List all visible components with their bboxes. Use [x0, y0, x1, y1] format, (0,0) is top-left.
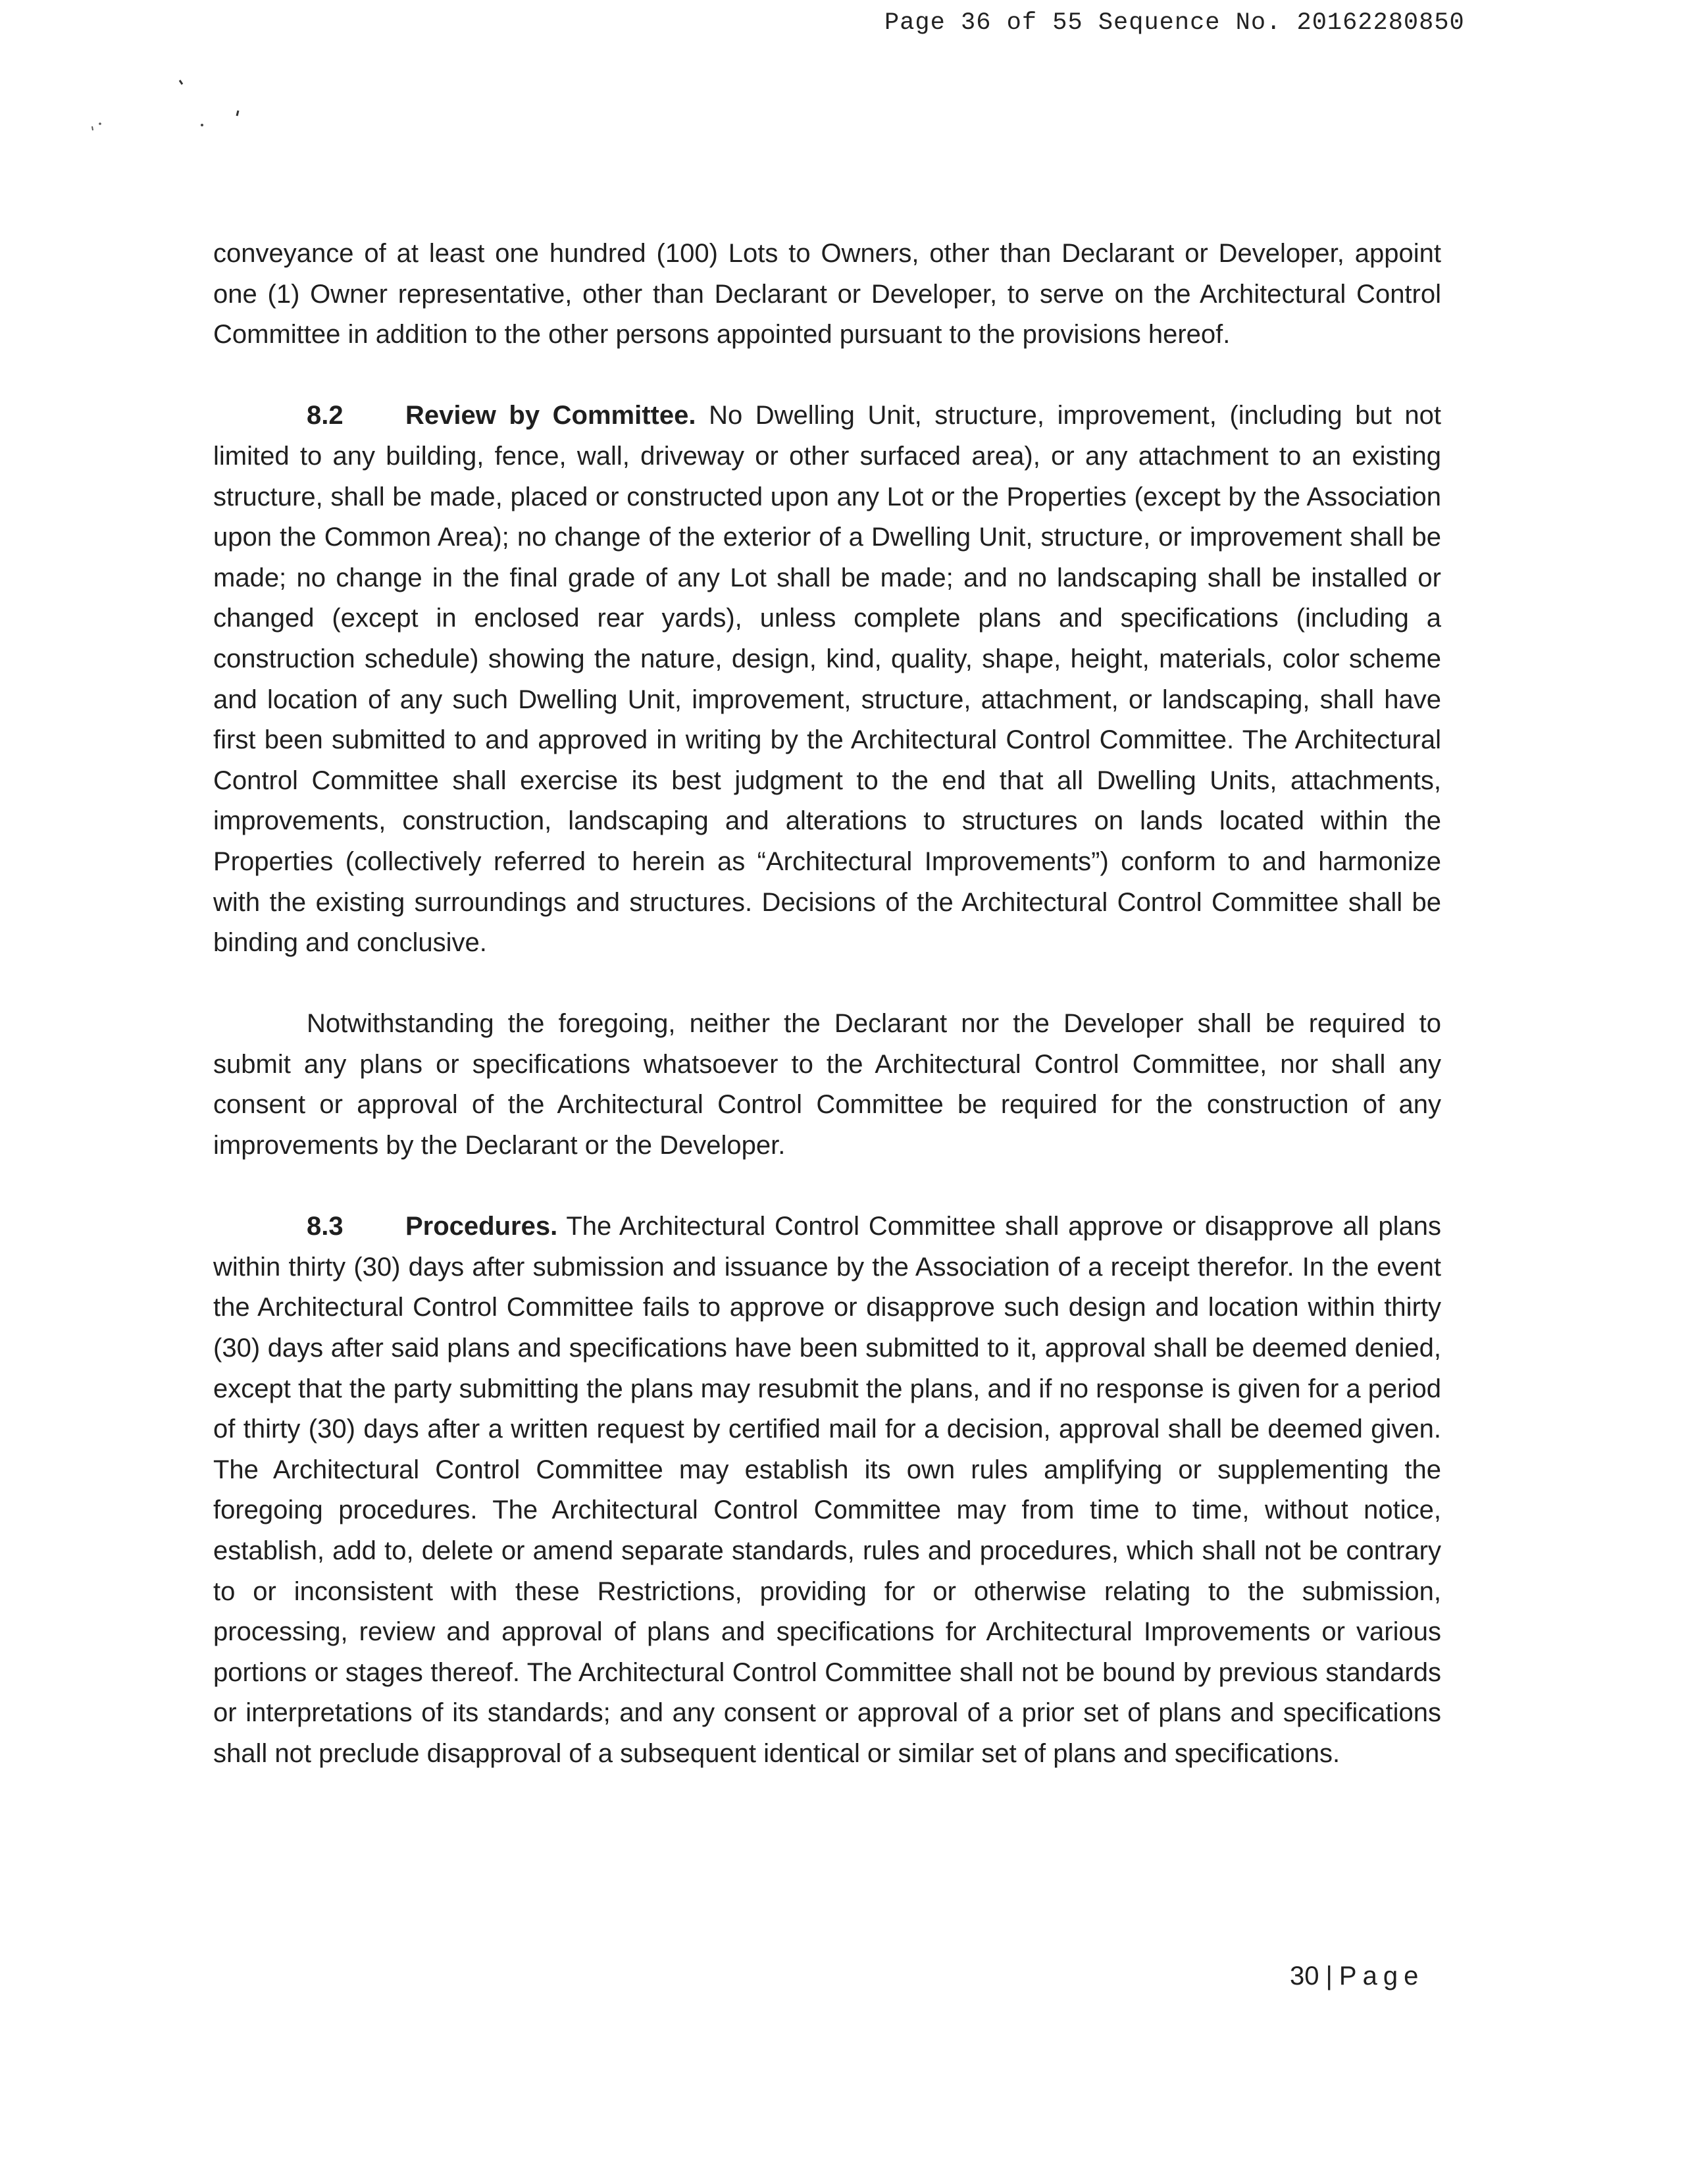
section-8-2-title: Review by Committee.: [405, 401, 696, 430]
page-number: 30: [1290, 1962, 1319, 1990]
section-8-2-text: No Dwelling Unit, structure, improvement, (including but not limited to any building, fence, wall, driveway or other surfaced area), or any attachment to an existing structure, shall be made, placed or constructed upon any Lot or the Properties (except by the Association upon the Common Area); no change of the exterior of a Dwelling Unit, structure, or improvement shall be made; no change in the final grade of any Lot shall be made; and no landscaping shall be installed or changed (except in enclosed rear yards), unless complete plans and specifications (including a construction schedule) showing the nature, design, kind, quality, shape, height, materials, color scheme and location of any such Dwelling Unit, improvement, structure, attachment, or landscaping, shall have first been submitted to and approved in writing by the Architectural Control Committee. The Architectural Control Committee shall exercise its best judgment to the end that all Dwelling Units, attachments, improvements, construction, landscaping and alterations to structures on lands located within the Properties (collectively referred to herein as “Architectural Improvements”) conform to and harmonize with the existing surroundings and structures. Decisions of the Architectural Control Committee shall be binding and conclusive.: [213, 401, 1442, 958]
paragraph-notwithstanding: Notwithstanding the foregoing, neither the Declarant nor the Developer shall be required to submit any plans or specifications whatsoever to the Architectural Control Committee, nor shall any consent or approval of the Architectural Control Committee be required for the construction of any improvements by the Declarant or the Developer.: [213, 1009, 1441, 1160]
section-8-3-number: 8.3: [307, 1212, 344, 1241]
section-8-3-title: Procedures.: [405, 1212, 558, 1241]
page-footer: [1290, 1962, 1424, 1991]
section-8-3-text: The Architectural Control Committee shall approve or disapprove all plans within thirty (30) days after submission and issuance by the Association of a receipt therefor. In the event the Architectural Control Committee fails to approve or disapprove such design and location within thirty (30) days after said plans and specifications have been submitted to it, approval shall be deemed denied, except that the party submitting the plans may resubmit the plans, and if no response is given for a period of thirty (30) days after a written request by certified mail for a decision, approval shall be deemed given. The Architectural Control Committee may establish its own rules amplifying or supplementing the foregoing procedures. The Architectural Control Committee may from time to time, without notice, establish, add to, delete or amend separate standards, rules and procedures, which shall not be contrary to or inconsistent with these Restrictions, providing for or otherwise relating to the submission, processing, review and approval of plans and specifications for Architectural Improvements or various portions or stages thereof. The Architectural Control Committee shall not be bound by previous standards or interpretations of its standards; and any consent or approval of a prior set of plans and specifications shall not preclude disapproval of a subsequent identical or similar set of plans and specifications.: [213, 1212, 1442, 1768]
paragraph-continuation: conveyance of at least one hundred (100) Lots to Owners, other than Declarant or Developer, appoint one (1) Owner representative, other than Declarant or Developer, to serve on the Architectural Control Committee in addition to the other persons appointed pursuant to the provisions hereof.: [213, 239, 1441, 350]
document-body: [213, 234, 1441, 1815]
section-8-2-number: 8.2: [307, 401, 344, 430]
page-separator: |: [1325, 1962, 1333, 1990]
recording-stamp: Page 36 of 55 Sequence No. 20162280850: [884, 9, 1465, 37]
scan-specks: [79, 72, 263, 145]
section-8-3: [213, 1207, 1441, 1774]
page-label: Page: [1339, 1962, 1425, 1990]
section-8-2: [213, 396, 1441, 963]
